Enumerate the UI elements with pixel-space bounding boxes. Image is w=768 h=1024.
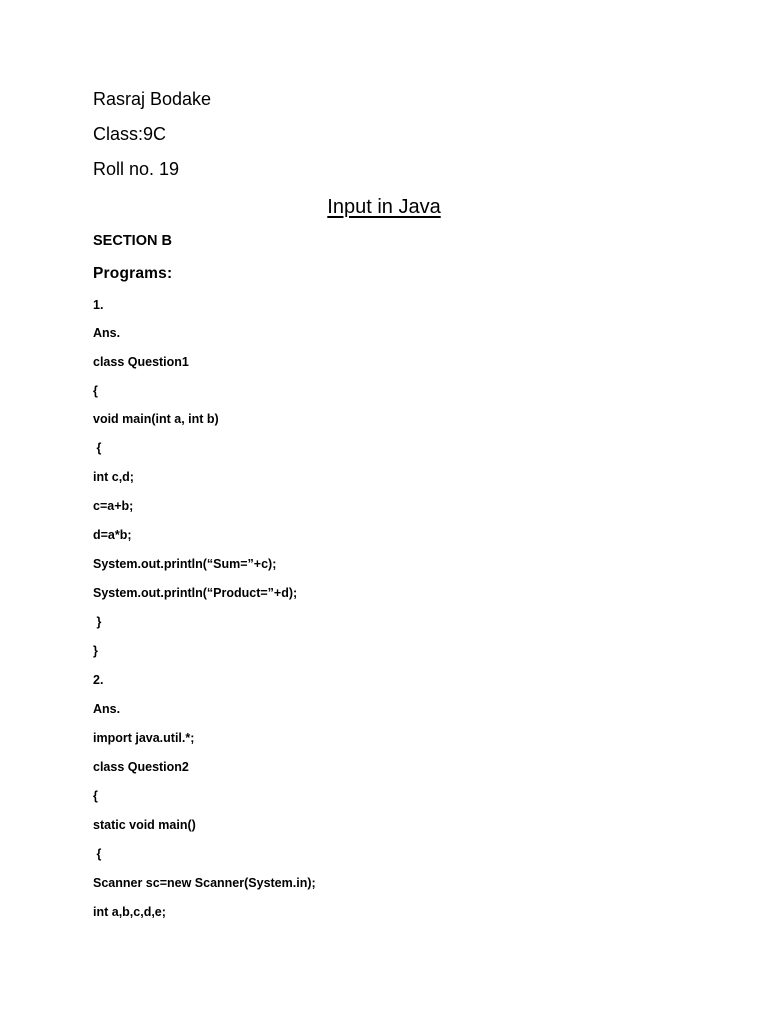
code-line: static void main(): [93, 818, 196, 832]
student-class: Class:9C: [93, 124, 167, 144]
code-line: d=a*b;: [93, 528, 132, 542]
document-title-text: Input in Java: [327, 196, 441, 218]
section-heading: SECTION B: [93, 233, 172, 249]
code-line: int c,d;: [93, 470, 134, 484]
code-line: void main(int a, int b): [93, 412, 219, 426]
student-name: Rasraj Bodake: [93, 89, 212, 109]
code-line: class Question1: [93, 355, 189, 369]
code-line: c=a+b;: [93, 499, 134, 513]
code-line: Ans.: [93, 702, 121, 716]
code-line: System.out.println(“Product=”+d);: [93, 586, 298, 600]
code-line: Ans.: [93, 326, 121, 340]
code-line: {: [93, 441, 102, 455]
code-line: {: [93, 847, 102, 861]
programs-heading: Programs:: [93, 265, 173, 282]
code-line: class Question2: [93, 760, 189, 774]
document-title: [0, 196, 768, 219]
code-line: import java.util.*;: [93, 731, 195, 745]
code-line: Scanner sc=new Scanner(System.in);: [93, 876, 316, 890]
code-line: {: [93, 789, 98, 803]
code-line: {: [93, 384, 98, 398]
code-line: 1.: [93, 298, 104, 312]
code-line: }: [93, 644, 98, 658]
student-roll: Roll no. 19: [93, 159, 180, 179]
code-line: int a,b,c,d,e;: [93, 905, 166, 919]
code-line: 2.: [93, 673, 104, 687]
code-line: }: [93, 615, 102, 629]
code-line: System.out.println(“Sum=”+c);: [93, 557, 277, 571]
